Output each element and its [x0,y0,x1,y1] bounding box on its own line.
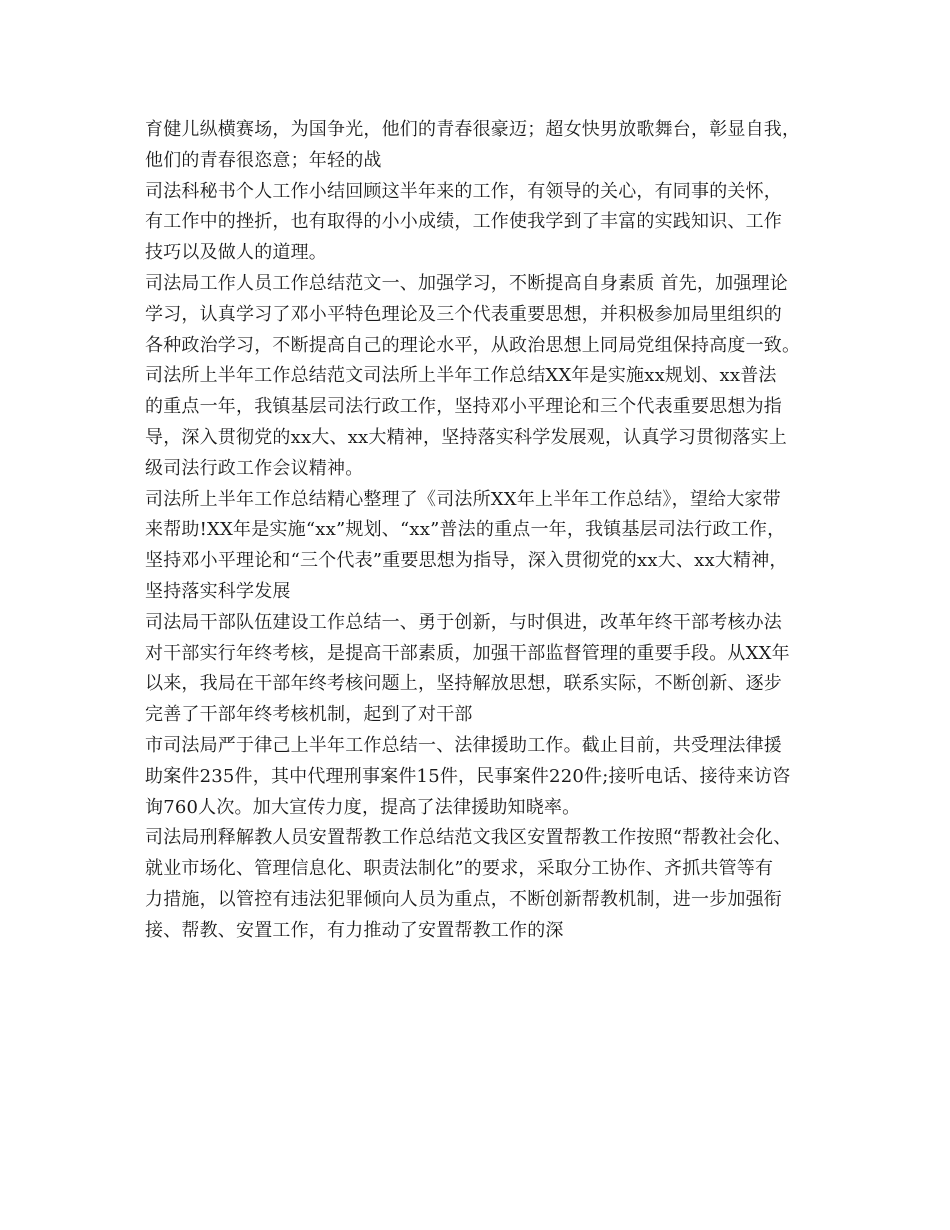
document-body [145,115,825,947]
text-line: 司法科秘书个人工作小结回顾这半年来的工作，有领导的关心，有同事的关怀， [145,180,782,202]
text-line: 司法局工作人员工作总结范文一、加强学习，不断提高自身素质 首先，加强理论 [145,272,788,294]
text-line: 技巧以及做人的道理。 [145,242,327,264]
text-line: 各种政治学习，不断提高自己的理论水平，从政治思想上同局党组保持高度一致。 [145,334,801,356]
text-line: 以来，我局在干部年终考核问题上，坚持解放思想，联系实际，不断创新、逐步 [145,673,782,695]
text-line: 司法所上半年工作总结范文司法所上半年工作总结XX年是实施xx规划、xx普法 [145,365,777,387]
text-line: 就业市场化、管理信息化、职责法制化”的要求，采取分工协作、齐抓共管等有 [145,858,774,880]
text-line: 力措施，以管控有违法犯罪倾向人员为重点，不断创新帮教机制，进一步加强衔 [145,888,782,910]
text-line: 导，深入贯彻党的xx大、xx大精神，坚持落实科学发展观，认真学习贯彻落实上 [145,426,788,448]
text-line: 对干部实行年终考核，是提高干部素质，加强干部监督管理的重要手段。从XX年 [145,642,790,664]
text-line: 司法所上半年工作总结精心整理了《司法所XX年上半年工作总结》，望给大家带 [145,488,781,510]
text-line: 司法局干部队伍建设工作总结一、勇于创新，与时俱进，改革年终干部考核办法 [145,611,782,633]
text-line: 育健儿纵横赛场，为国争光，他们的青春很豪迈；超女快男放歌舞台，彰显自我， [145,119,801,140]
text-line: 市司法局严于律己上半年工作总结一、法律援助工作。截止目前，共受理法律援 [145,734,782,756]
text-line: 级司法行政工作会议精神。 [145,457,364,479]
text-line: 完善了干部年终考核机制，起到了对干部 [145,704,473,726]
text-line: 他们的青春很恣意；年轻的战 [145,149,382,171]
text-line: 的重点一年，我镇基层司法行政工作，坚持邓小平理论和三个代表重要思想为指 [145,396,782,418]
text-line: 坚持落实科学发展 [145,580,291,602]
text-line: 司法局刑释解教人员安置帮教工作总结范文我区安置帮教工作按照“帮教社会化、 [145,827,792,849]
text-line: 学习，认真学习了邓小平特色理论及三个代表重要思想，并积极参加局里组织的 [145,303,782,325]
text-line: 询760人次。加大宣传力度，提高了法律援助知晓率。 [145,796,581,818]
text-line: 助案件235件，其中代理刑事案件15件，民事案件220件;接听电话、接待来访咨 [145,765,791,787]
text-line: 接、帮教、安置工作，有力推动了安置帮教工作的深 [145,919,564,941]
text-line: 来帮助!XX年是实施“xx”规划、“xx”普法的重点一年，我镇基层司法行政工作， [145,519,786,541]
text-line: 有工作中的挫折，也有取得的小小成绩，工作使我学到了丰富的实践知识、工作 [145,211,782,233]
text-line: 坚持邓小平理论和“三个代表”重要思想为指导，深入贯彻党的xx大、xx大精神， [145,550,788,572]
